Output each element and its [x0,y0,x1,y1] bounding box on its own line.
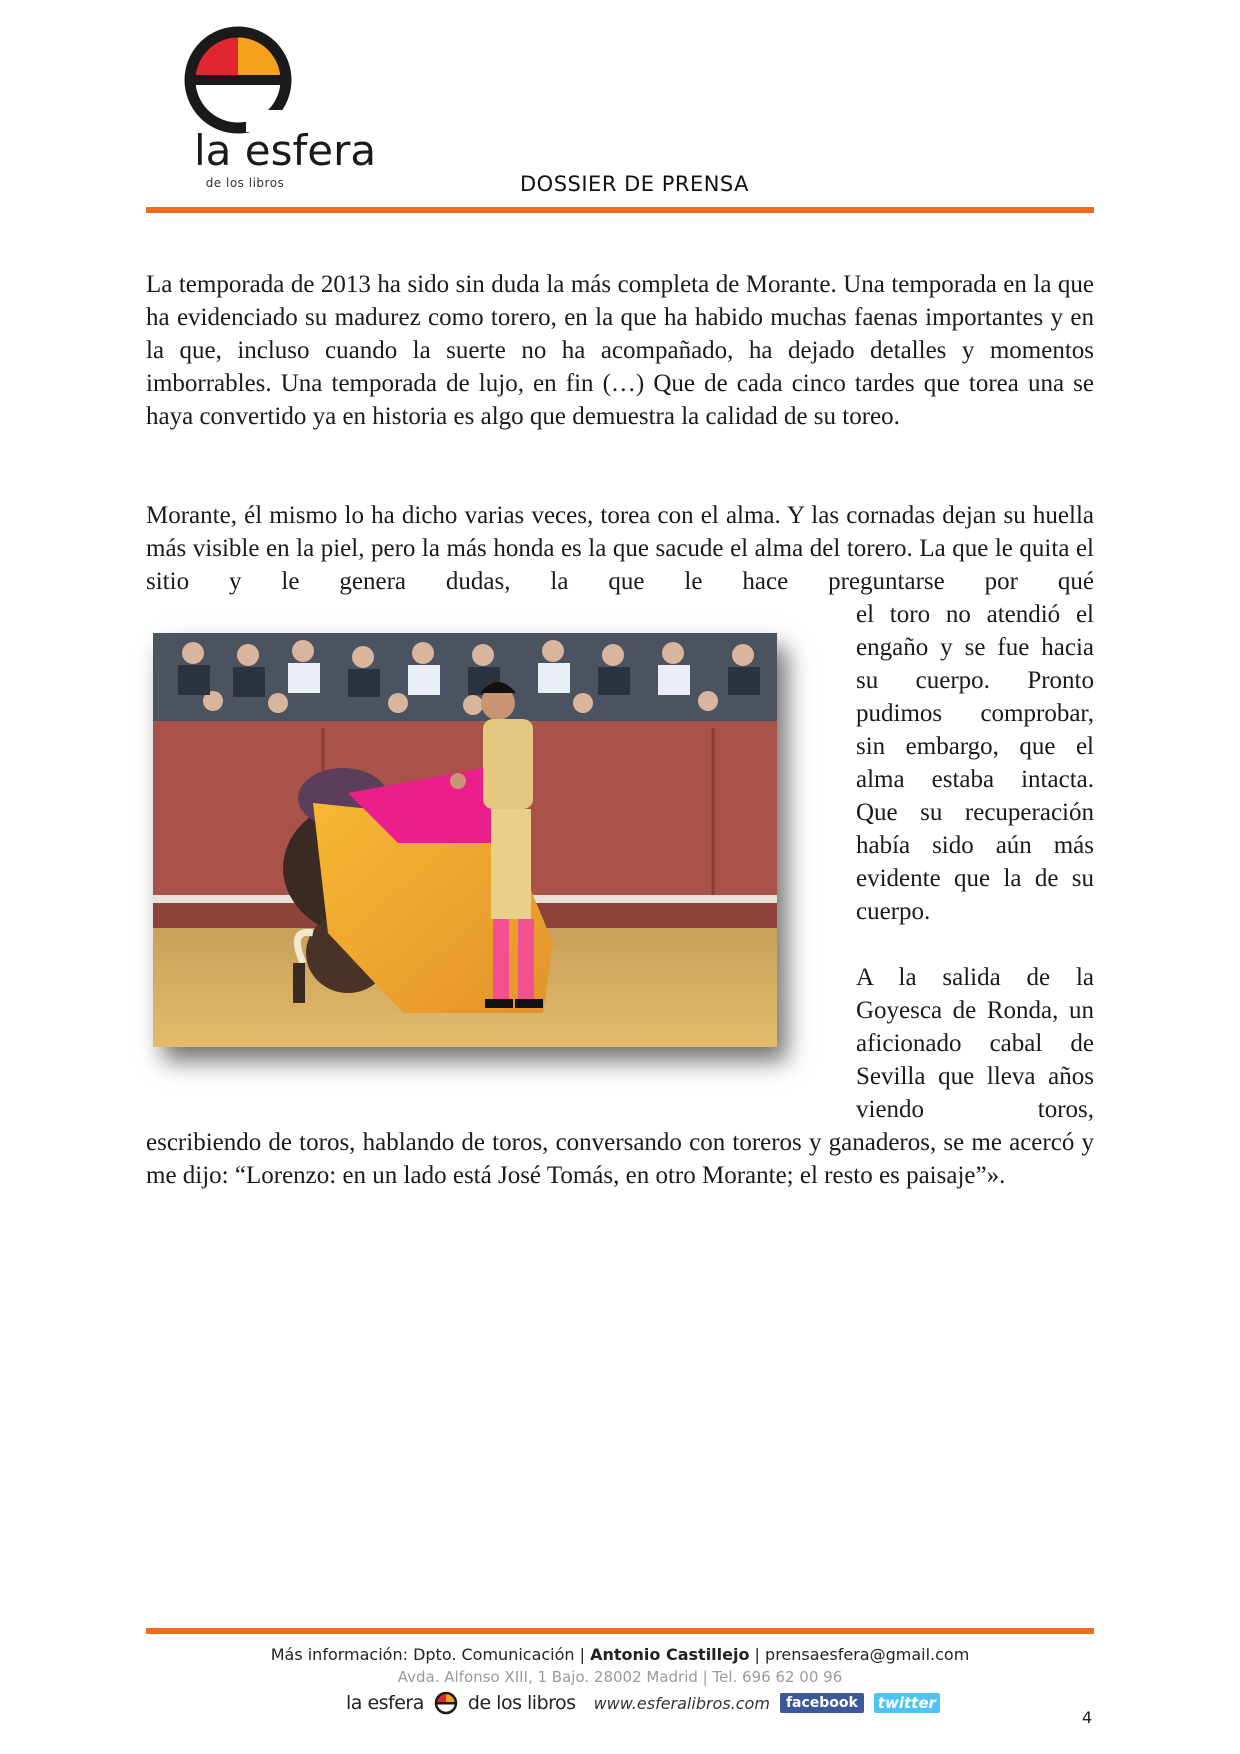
footer-brand-right: de los libros [467,1692,576,1714]
footer-divider [146,1628,1094,1634]
footer-info-prefix: Más información: Dpto. Comunicación | [270,1645,591,1664]
page-title: DOSSIER DE PRENSA [520,172,750,196]
facebook-badge[interactable]: facebook [780,1693,864,1713]
logo-wordmark: la esfera [194,126,377,175]
logo-e-icon [146,25,377,200]
footer-brand-bar [346,1690,940,1716]
footer-email[interactable]: | prensaesfera@gmail.com [749,1645,970,1664]
paragraph-1: La temporada de 2013 ha sido sin duda la más completa de Morante. Una temporada en la que ha evidenciado su madurez como torero, en la que ha habido muchas faenas importantes y en la que, incluso cuando la suerte no ha acompañado, ha dejado detalles y momentos imborrables. Una temporada de lujo, en fin (…) Que de cada cinco tardes que torea una se haya convertido ya en historia es algo que demuestra la calidad de su toreo. [146,271,1094,430]
paragraph-3-full: escribiendo de toros, hablando de toros, conversando con toreros y ganaderos, se me acercó y me dijo: “Lorenzo: en un lado está José Tomás, en otro Morante; el resto es paisaje”». [146,1129,1094,1189]
footer-contact [146,1645,1094,1664]
footer-address: Avda. Alfonso XIII, 1 Bajo. 28002 Madrid | Tel. 696 62 00 96 [397,1668,843,1686]
footer-website-link[interactable]: www.esferalibros.com [593,1693,770,1713]
twitter-badge[interactable]: twitter [874,1693,940,1713]
paragraph-3-column: A la salida de la Goyesca de Ronda, un aficionado cabal de Sevilla que lleva años viendo toros, [856,964,1094,1123]
paragraph-2-column: el toro no atendió el engaño y se fue hacia su cuerpo. Pronto pudimos comprobar, sin embargo, que el alma estaba intacta. Que su recuperación había sido aún más evidente que la de su cuerpo. [856,601,1094,925]
footer-contact-name: Antonio Castillejo [590,1645,750,1664]
bullfight-photo [153,633,777,1047]
paragraph-2-full: Morante, él mismo lo ha dicho varias veces, torea con el alma. Y las cornadas dejan su huella más visible en la piel, pero la más honda es la que sacude el alma del torero. La que le quita el sitio y le genera dudas, la que le hace preguntarse por qué [146,502,1094,595]
footer-logo-icon [434,1691,458,1715]
bullfighter-illustration [153,633,777,1047]
la-esfera-logo [146,25,377,195]
header-divider [146,207,1094,213]
logo-tagline: de los libros [205,176,285,190]
footer-brand-left: la esfera [346,1692,424,1714]
page-number: 4 [1082,1708,1093,1727]
